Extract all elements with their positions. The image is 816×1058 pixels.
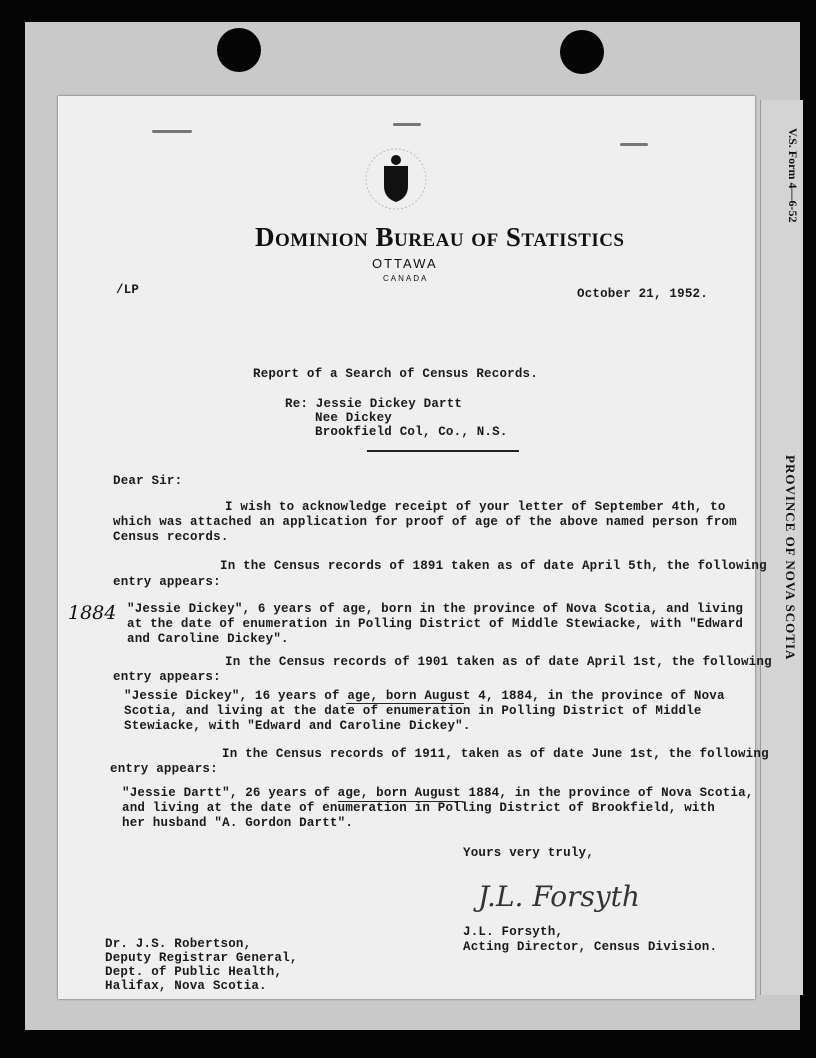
body-line: her husband "A. Gordon Dartt". [122, 816, 354, 830]
body-line: "Jessie Dartt", 26 years of age, born August 1884, in the province of Nova Scotia, [122, 786, 754, 800]
body-line: In the Census records of 1901 taken as of date April 1st, the following [225, 655, 772, 669]
body-line: entry appears: [110, 762, 218, 776]
body-line: and living at the date of enumeration in Polling District of Brookfield, with [122, 801, 715, 815]
body-line: Scotia, and living at the date of enumeration in Polling District of Middle [124, 704, 702, 718]
body-line: I wish to acknowledge receipt of your letter of September 4th, to [225, 500, 726, 514]
letterhead-country: CANADA [383, 274, 429, 283]
body-line: at the date of enumeration in Polling District of Middle Stewiacke, with "Edward [127, 617, 744, 631]
salutation: Dear Sir: [113, 474, 183, 488]
letterhead-city: OTTAWA [372, 256, 438, 271]
staple [620, 143, 648, 146]
date: October 21, 1952. [577, 287, 708, 301]
body-line: entry appears: [113, 575, 221, 589]
subject: Report of a Search of Census Records. [253, 367, 538, 381]
body-line: "Jessie Dickey", 16 years of age, born August 4, 1884, in the province of Nova [124, 689, 725, 703]
body-line: Stewiacke, with "Edward and Caroline Dickey". [124, 719, 471, 733]
letterhead-title: Dominion Bureau of Statistics [255, 222, 625, 252]
form-label: V.S. Form 4—6-52 [786, 128, 800, 223]
side-stamp: PROVINCE OF NOVA SCOTIA [783, 455, 798, 661]
body-line: "Jessie Dickey", 6 years of age, born in the province of Nova Scotia, and living [127, 602, 744, 616]
closing: Yours very truly, [463, 846, 594, 860]
body-line: In the Census records of 1891 taken as of date April 5th, the following [220, 559, 767, 573]
recipient-line: Halifax, Nova Scotia. [105, 979, 267, 993]
re-line: Brookfield Col, Co., N.S. [315, 425, 508, 439]
body-line: which was attached an application for proof of age of the above named person from [113, 515, 737, 529]
body-line: entry appears: [113, 670, 221, 684]
recipient-line: Deputy Registrar General, [105, 951, 298, 965]
signature: J.L. Forsyth [478, 880, 640, 913]
re-line: Nee Dickey [315, 411, 393, 425]
staple [152, 130, 192, 133]
recipient-line: Dr. J.S. Robertson, [105, 937, 252, 951]
re-line: Re: Jessie Dickey Dartt [285, 397, 463, 411]
body-line: and Caroline Dickey". [127, 632, 289, 646]
body-line: Census records. [113, 530, 229, 544]
body-line: In the Census records of 1911, taken as of date June 1st, the following [222, 747, 769, 761]
reference: /LP [116, 283, 140, 297]
signer-name: J.L. Forsyth, [463, 925, 564, 939]
crest-seal-icon [362, 146, 430, 212]
margin-note: 1884 [68, 602, 117, 624]
punch-hole [560, 30, 604, 74]
signer-title: Acting Director, Census Division. [463, 940, 718, 954]
divider [367, 450, 519, 452]
recipient-line: Dept. of Public Health, [105, 965, 283, 979]
staple [393, 123, 421, 126]
punch-hole [217, 28, 261, 72]
